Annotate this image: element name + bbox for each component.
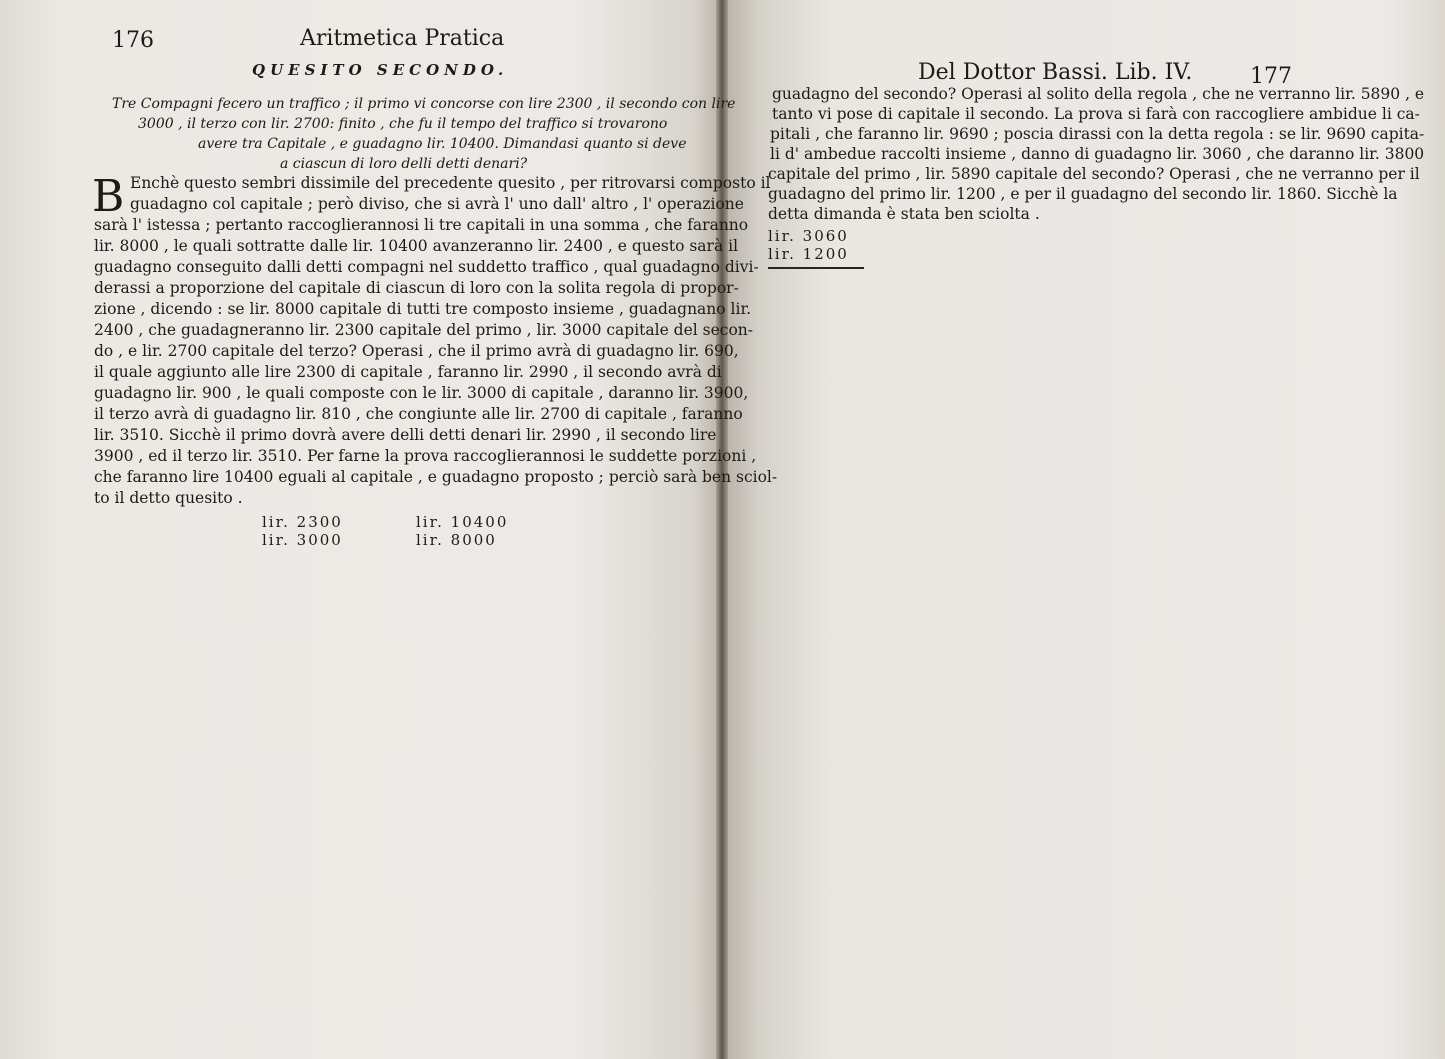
drop-cap: B: [92, 171, 125, 222]
calc-value: lir. 3060: [768, 227, 849, 245]
book-gutter: [716, 0, 728, 1059]
text-line: guadagno del primo lir. 1200 , e per il guadagno del secondo lir. 1860. Sicchè la: [768, 185, 1398, 203]
text-line: il quale aggiunto alle lire 2300 di capitale , faranno lir. 2990 , il secondo avrà di: [94, 363, 722, 381]
text-line: guadagno lir. 900 , le quali composte con le lir. 3000 di capitale , daranno lir. 3900,: [94, 384, 749, 402]
text-line: Enchè questo sembri dissimile del precedente quesito , per ritrovarsi composto il: [130, 174, 771, 192]
text-line: do , e lir. 2700 capitale del terzo? Operasi , che il primo avrà di guadagno lir. 690,: [94, 342, 739, 360]
text-line: derassi a proporzione del capitale di ciascun di loro con la solita regola di propor-: [94, 279, 739, 297]
text-line: guadagno col capitale ; però diviso, che si avrà l' uno dall' altro , l' operazione: [130, 195, 744, 213]
text-line: il terzo avrà di guadagno lir. 810 , che congiunte alle lir. 2700 di capitale , faranno: [94, 405, 743, 423]
calc-value: lir. 8000: [416, 531, 497, 549]
page-number: 177: [1250, 64, 1292, 89]
text-line: guadagno conseguito dalli detti compagni nel suddetto traffico , qual guadagno divi-: [94, 258, 759, 276]
problem-line: avere tra Capitale , e guadagno lir. 10400. Dimandasi quanto si deve: [198, 136, 687, 152]
running-head: Del Dottor Bassi. Lib. IV.: [918, 60, 1193, 85]
calc-rule: [768, 267, 864, 269]
text-line: guadagno del secondo? Operasi al solito della regola , che ne verranno lir. 5890 , e: [772, 85, 1425, 103]
text-line: detta dimanda è stata ben sciolta .: [768, 205, 1040, 223]
text-line: sarà l' istessa ; pertanto raccoglierannosi li tre capitali in una somma , che faranno: [94, 216, 749, 234]
text-line: 2400 , che guadagneranno lir. 2300 capitale del primo , lir. 3000 capitale del secon-: [94, 321, 754, 339]
problem-line: 3000 , il terzo con lir. 2700: finito , che fu il tempo del traffico si trovarono: [138, 116, 668, 132]
calc-value: lir. 3000: [262, 531, 343, 549]
text-line: li d' ambedue raccolti insieme , danno di guadagno lir. 3060 , che daranno lir. 3800: [770, 145, 1425, 163]
text-line: lir. 8000 , le quali sottratte dalle lir. 10400 avanzeranno lir. 2400 , e questo sarà il: [94, 237, 739, 255]
calc-value: lir. 1200: [768, 245, 849, 263]
text-line: zione , dicendo : se lir. 8000 capitale di tutti tre composto insieme , guadagnano lir.: [94, 300, 752, 318]
calc-value: lir. 10400: [416, 513, 509, 531]
page-number: 176: [112, 28, 154, 53]
text-line: lir. 3510. Sicchè il primo dovrà avere delli detti denari lir. 2990 , il secondo lire: [94, 426, 717, 444]
calc-value: lir. 2300: [262, 513, 343, 531]
text-line: pitali , che faranno lir. 9690 ; poscia dirassi con la detta regola : se lir. 9690 capita-: [770, 125, 1425, 143]
problem-line: a ciascun di loro delli detti denari?: [280, 156, 528, 172]
text-line: tanto vi pose di capitale il secondo. La prova si farà con raccogliere ambidue li ca-: [772, 105, 1420, 123]
text-line: che faranno lire 10400 eguali al capitale , e guadagno proposto ; perciò sarà ben sciol-: [94, 468, 778, 486]
section-heading: QUESITO SECONDO.: [252, 61, 509, 79]
running-head: Aritmetica Pratica: [300, 26, 505, 51]
text-line: capitale del primo , lir. 5890 capitale del secondo? Operasi , che ne verranno per il: [768, 165, 1420, 183]
problem-line: Tre Compagni fecero un traffico ; il primo vi concorse con lire 2300 , il secondo con lire: [112, 96, 736, 112]
text-line: to il detto quesito .: [94, 489, 243, 507]
text-line: 3900 , ed il terzo lir. 3510. Per farne la prova raccoglierannosi le suddette porzioni ,: [94, 447, 757, 465]
